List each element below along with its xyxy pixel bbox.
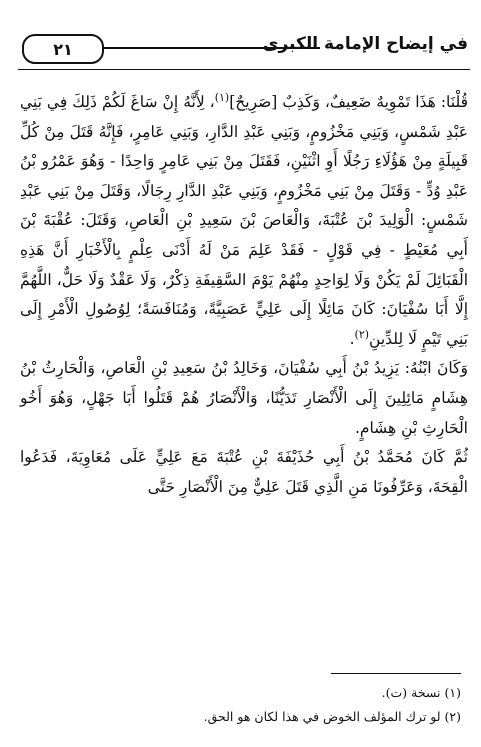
- footnote-reference: (١): [214, 90, 230, 104]
- paragraph-text: ، لِأَنَّهُ إِنْ سَاغَ لَكُمْ ذَلِكَ فِي بَنِي عَبْدِ شَمْسٍ، وَبَنِي مَخْزُومٍ، وَبَنِي عَبْدِ الدَّارِ، وَبَنِي عَامِرٍ، فَإِنَّهُ قَتَلَ مِنْ كُلِّ قَبِيلَةٍ مِنْ هَؤُلَاءِ رَجُلًا أَوِ اثْنَيْنِ، فَقَتَلَ مِنْ بَنِي عَامِرٍ وَاحِدًا - وَهُوَ عَمْرُو بْنُ عَبْدِ وُدٍّ - وَقَتَلَ مِنْ بَنِي مَخْزُومٍ، وَبَنِي عَبْدِ الدَّارِ رِجَالًا، وَقَتَلَ مِنْ بَنِي عَبْدِ شَمْسٍ: الْوَلِيدَ بْنَ عُتْبَةَ، وَالْعَاصَ بْنَ سَعِيدِ بْنِ الْعَاصِ، وَقَتَلَ: عُقْبَةَ بْنَ أَبِي مُعَيْطٍ - فِي قَوْلٍ - فَقَدْ عَلِمَ مَنْ لَهُ أَدْنَى عِلْمٍ بِالْأَخْبَارِ أَنَّ هَذِهِ الْقَبَائِلَ لَمْ يَكُنْ وَلَا لِوَاحِدٍ مِنْهُمْ يَوْمَ السَّقِيفَةِ ذِكْرٌ، وَلَا عَقْدٌ وَلَا حَلٌّ، اللَّهُمَّ إِلَّا أَبَا سُفْيَانَ: كَانَ مَائِلًا إِلَى عَلِيٍّ عَصَبِيَّةً، وَمُنَافَسَةً؛ لِوُصُولِ الْأَمْرِ إِلَى بَنِي تَيْمٍ لَا لِلدِّينِ: [20, 93, 468, 348]
- header-underline: [18, 69, 470, 70]
- body-text: [20, 88, 468, 502]
- page-number: ٢١: [22, 34, 104, 64]
- paragraph-text: ثُمَّ كَانَ مُحَمَّدُ بْنُ أَبِي حُذَيْفَةَ بْنِ عُتْبَةَ مَعَ عَلِيٍّ عَلَى مُعَاوِيَةَ، فَدَعُوا الْقِحَةَ، وَعَرِّفُونَا مَنِ الَّذِي قَتَلَ عَلِيٌّ مِنَ الْأَنْصَارِ حَتَّى: [20, 448, 468, 496]
- running-title: في إيضاح الإمامة الكبرى: [262, 34, 468, 54]
- paragraph: [20, 443, 468, 502]
- page-header: [18, 30, 470, 64]
- paragraph-text: قُلْنَا: هَذَا تَمْوِيهٌ ضَعِيفٌ، وَكَذِبٌ [صَرِيحٌ]: [229, 93, 468, 111]
- paragraph-text: .: [349, 329, 355, 348]
- footnote-reference: (٢): [354, 327, 370, 341]
- footnotes: [21, 681, 461, 729]
- paragraph: [20, 88, 468, 354]
- paragraph: [20, 354, 468, 443]
- footnote: (٢) لو ترك المؤلف الخوض في هذا لكان هو الحق.: [203, 709, 461, 724]
- footnote: (١) نسخة (ت).: [381, 685, 461, 700]
- footnote-separator: [331, 673, 461, 674]
- paragraph-text: وَكَانَ ابْنُهُ: يَزِيدُ بْنُ أَبِي سُفْيَانَ، وَخَالِدُ بْنُ سَعِيدِ بْنِ الْعَاصِ، وَالْحَارِثُ بْنُ هِشَامٍ مَائِلِينَ إِلَى الْأَنْصَارِ تَدَيُّنًا، وَالْأَنْصَارُ هُمْ قَتَلُوا أَبَا جَهْلٍ، وَهُوَ أَخُو الْحَارِثِ بْنِ هِشَامٍ.: [20, 359, 468, 437]
